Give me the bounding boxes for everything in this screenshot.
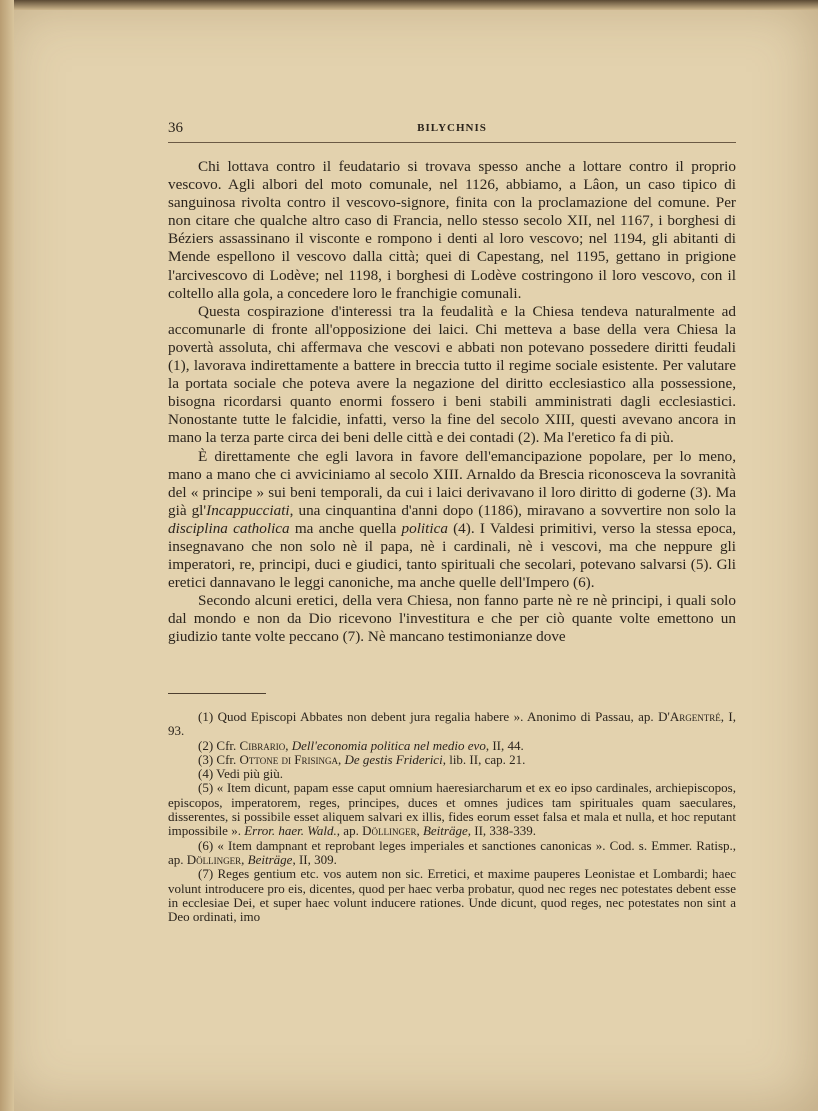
footnote-2-text-b: , [285,737,292,753]
footnote-2-text-c: , II, 44. [485,737,524,753]
footnote-2-text-a: (2) Cfr. [198,737,240,753]
footnote-3-title: De gestis Friderici [344,751,443,767]
paragraph-3-italic-incappucciati: Incappucciati [206,501,290,519]
footnote-5-text-d: , II, 338-339. [467,823,536,839]
footnote-3-text-b: , [337,751,345,767]
paragraph-2: Questa cospirazione d'interessi tra la feudalità e la Chiesa tendeva naturalmente ad accomunarle di fronte all'opposizione dei laici. Chi metteva a base della vera Chiesa la povertà assoluta, chi affermava che vescovi e abbati non potevano possedere diritti feudali (1), lavorava indirettamente a battere in breccia tutto il regime sociale esistente. Per valutare la portata sociale che poteva avere la negazione del diritto ecclesiastico alla possessione, bisogna ricordarsi quanto enormi fossero i beni stabili amministrati dagli ecclesiastici. Nonostante tutte le falcidie, infatti, verso la fine del secolo XIII, questi avevano ancora in mano la terza parte circa dei beni delle città e dei contadi (2). Ma l'eretico fa di più. [168,302,736,447]
footnote-6-author: Döllinger [186,851,242,867]
footnote-5-author: Döllinger [362,823,417,839]
paragraph-3-text-c: ma anche quella [289,519,402,537]
footnote-separator [168,693,266,694]
paragraph-1: Chi lottava contro il feudatario si trovava spesso anche a lottare contro il proprio vescovo. Agli albori del moto comunale, nel 1126, abbiamo, a Lâon, un caso tipico di sanguinosa rivolta contro il vescovo-signore, finita con la proclamazione del comune. Per non citare che qualche altro caso di Francia, nello stesso secolo XII, nel 1167, i borghesi di Béziers assassinano il visconte e rompono i denti al loro vescovo; nel 1194, gli abitanti di Mende espellono il vescovo dalla città; quei di Capestang, nel 1195, gettano in prigione l'arcivescovo di Lodève; nel 1198, i borghesi di Lodève costringono il loro vescovo, con il coltello alla gola, a concedere loro le franchigie comunali. [168,158,736,302]
footnote-3-text-a: (3) Cfr. [198,751,240,767]
paragraph-3-italic-disciplina: disciplina catholica [168,519,290,537]
footnote-7: (7) Reges gentium etc. vos autem non sic. Erretici, et maxime pauperes Leonistae et Lombardi; haec volunt introducere pro eis, dicentes, quod per haec verba probatur, quod nec reges nec potestates debent esse in ecclesiae Dei, et super haec volunt inducere rationes. Unde dicunt, quod reges, nec potestates non sint a Deo ordinati, imo [168,866,736,925]
running-title: BILYCHNIS [417,122,487,134]
footnote-1-text-b: , I, 93. [168,709,736,739]
paragraph-3 [168,448,736,593]
footnote-5-title: Error. haer. Wald. [244,823,337,839]
paragraph-3-text-d: (4). I Valdesi primitivi, verso la stessa epoca, insegnavano che non solo nè il papa, nè i cardinali, nè i vescovi, ma che neppure gli imperatori, re, principi, duci e giudici, tanto spirituali che secolari, potevano salvarsi (5). Gli eretici dannavano le leggi canoniche, ma anche quelle dell'Impero (6). [168,519,736,592]
footnote-4: (4) Vedi più giù. [198,766,283,782]
footnote-3-author: Ottone di Frisinga [239,751,338,767]
page-top-edge [0,0,818,10]
footnote-2-author: Cibrario [239,737,286,753]
footnote-5-text-a: (5) « Item dicunt, papam esse caput omnium haeresiarcharum et ex eo ipso cardinales, archiepiscopos, episcopos, imperatorem, reges, principes, duces et omnes judices tam spirituales quam saeculares, disserentes, si possibile esset aliquem salvari ex illis, fides eorum esset falsa et mala et nulla, et hoc reputant impossibile ». [168,780,736,839]
footnote-6-title: Beiträge [247,851,293,867]
footnote-6-text-b: , [241,851,248,867]
paragraph-4: Secondo alcuni eretici, della vera Chiesa, non fanno parte nè re nè principi, i quali solo dal mondo e non da Dio ricevono l'investitura e che per ciò quante volte emettono un giudizio tante volte peccano (7). Nè mancano testimonianze dove [168,592,736,646]
footnote-6-text-c: , II, 309. [292,851,337,867]
footnote-3 [168,753,736,767]
footnote-5-text-c: , [416,823,423,839]
footnote-2-title: Dell'economia politica nel medio evo [291,737,486,753]
footnote-2 [168,739,736,753]
footnote-6 [168,839,736,868]
page-header [168,120,736,143]
footnote-1-author: D'Argentré [658,709,721,724]
footnote-5-title-2: Beiträge [422,823,468,839]
footnote-1-text-a: (1) Quod Episcopi Abbates non debent jura regalia habere ». Anonimo di Passau, ap. [198,709,659,724]
footnote-1 [168,710,736,739]
paragraph-3-italic-politica: politica [401,519,448,537]
page-number: 36 [168,120,183,136]
footnote-6-text-a: (6) « Item dampnant et reprobant leges imperiales et sanctiones canonicas ». Cod. s. Emmer. Ratisp., ap. [168,837,736,867]
footnote-5 [168,781,736,838]
footnote-5-text-b: , ap. [336,823,363,839]
paragraph-3-text-b: , una cinquantina d'anni dopo (1186), miravano a sovvertire non solo la [289,501,736,519]
paragraph-3-text-a: È direttamente che egli lavora in favore dell'emancipazione popolare, per lo meno, mano a mano che ci avviciniamo al secolo XIII. Arnaldo da Brescia riconosceva la sovranità del « principe » sui beni temporali, da cui i laici derivavano il loro diritto di goderne (3). Ma già gl' [168,447,736,519]
footnote-3-text-c: , lib. II, cap. 21. [442,751,526,767]
main-text [168,158,736,647]
page-binding-edge [0,0,14,1111]
footnotes [168,710,736,924]
